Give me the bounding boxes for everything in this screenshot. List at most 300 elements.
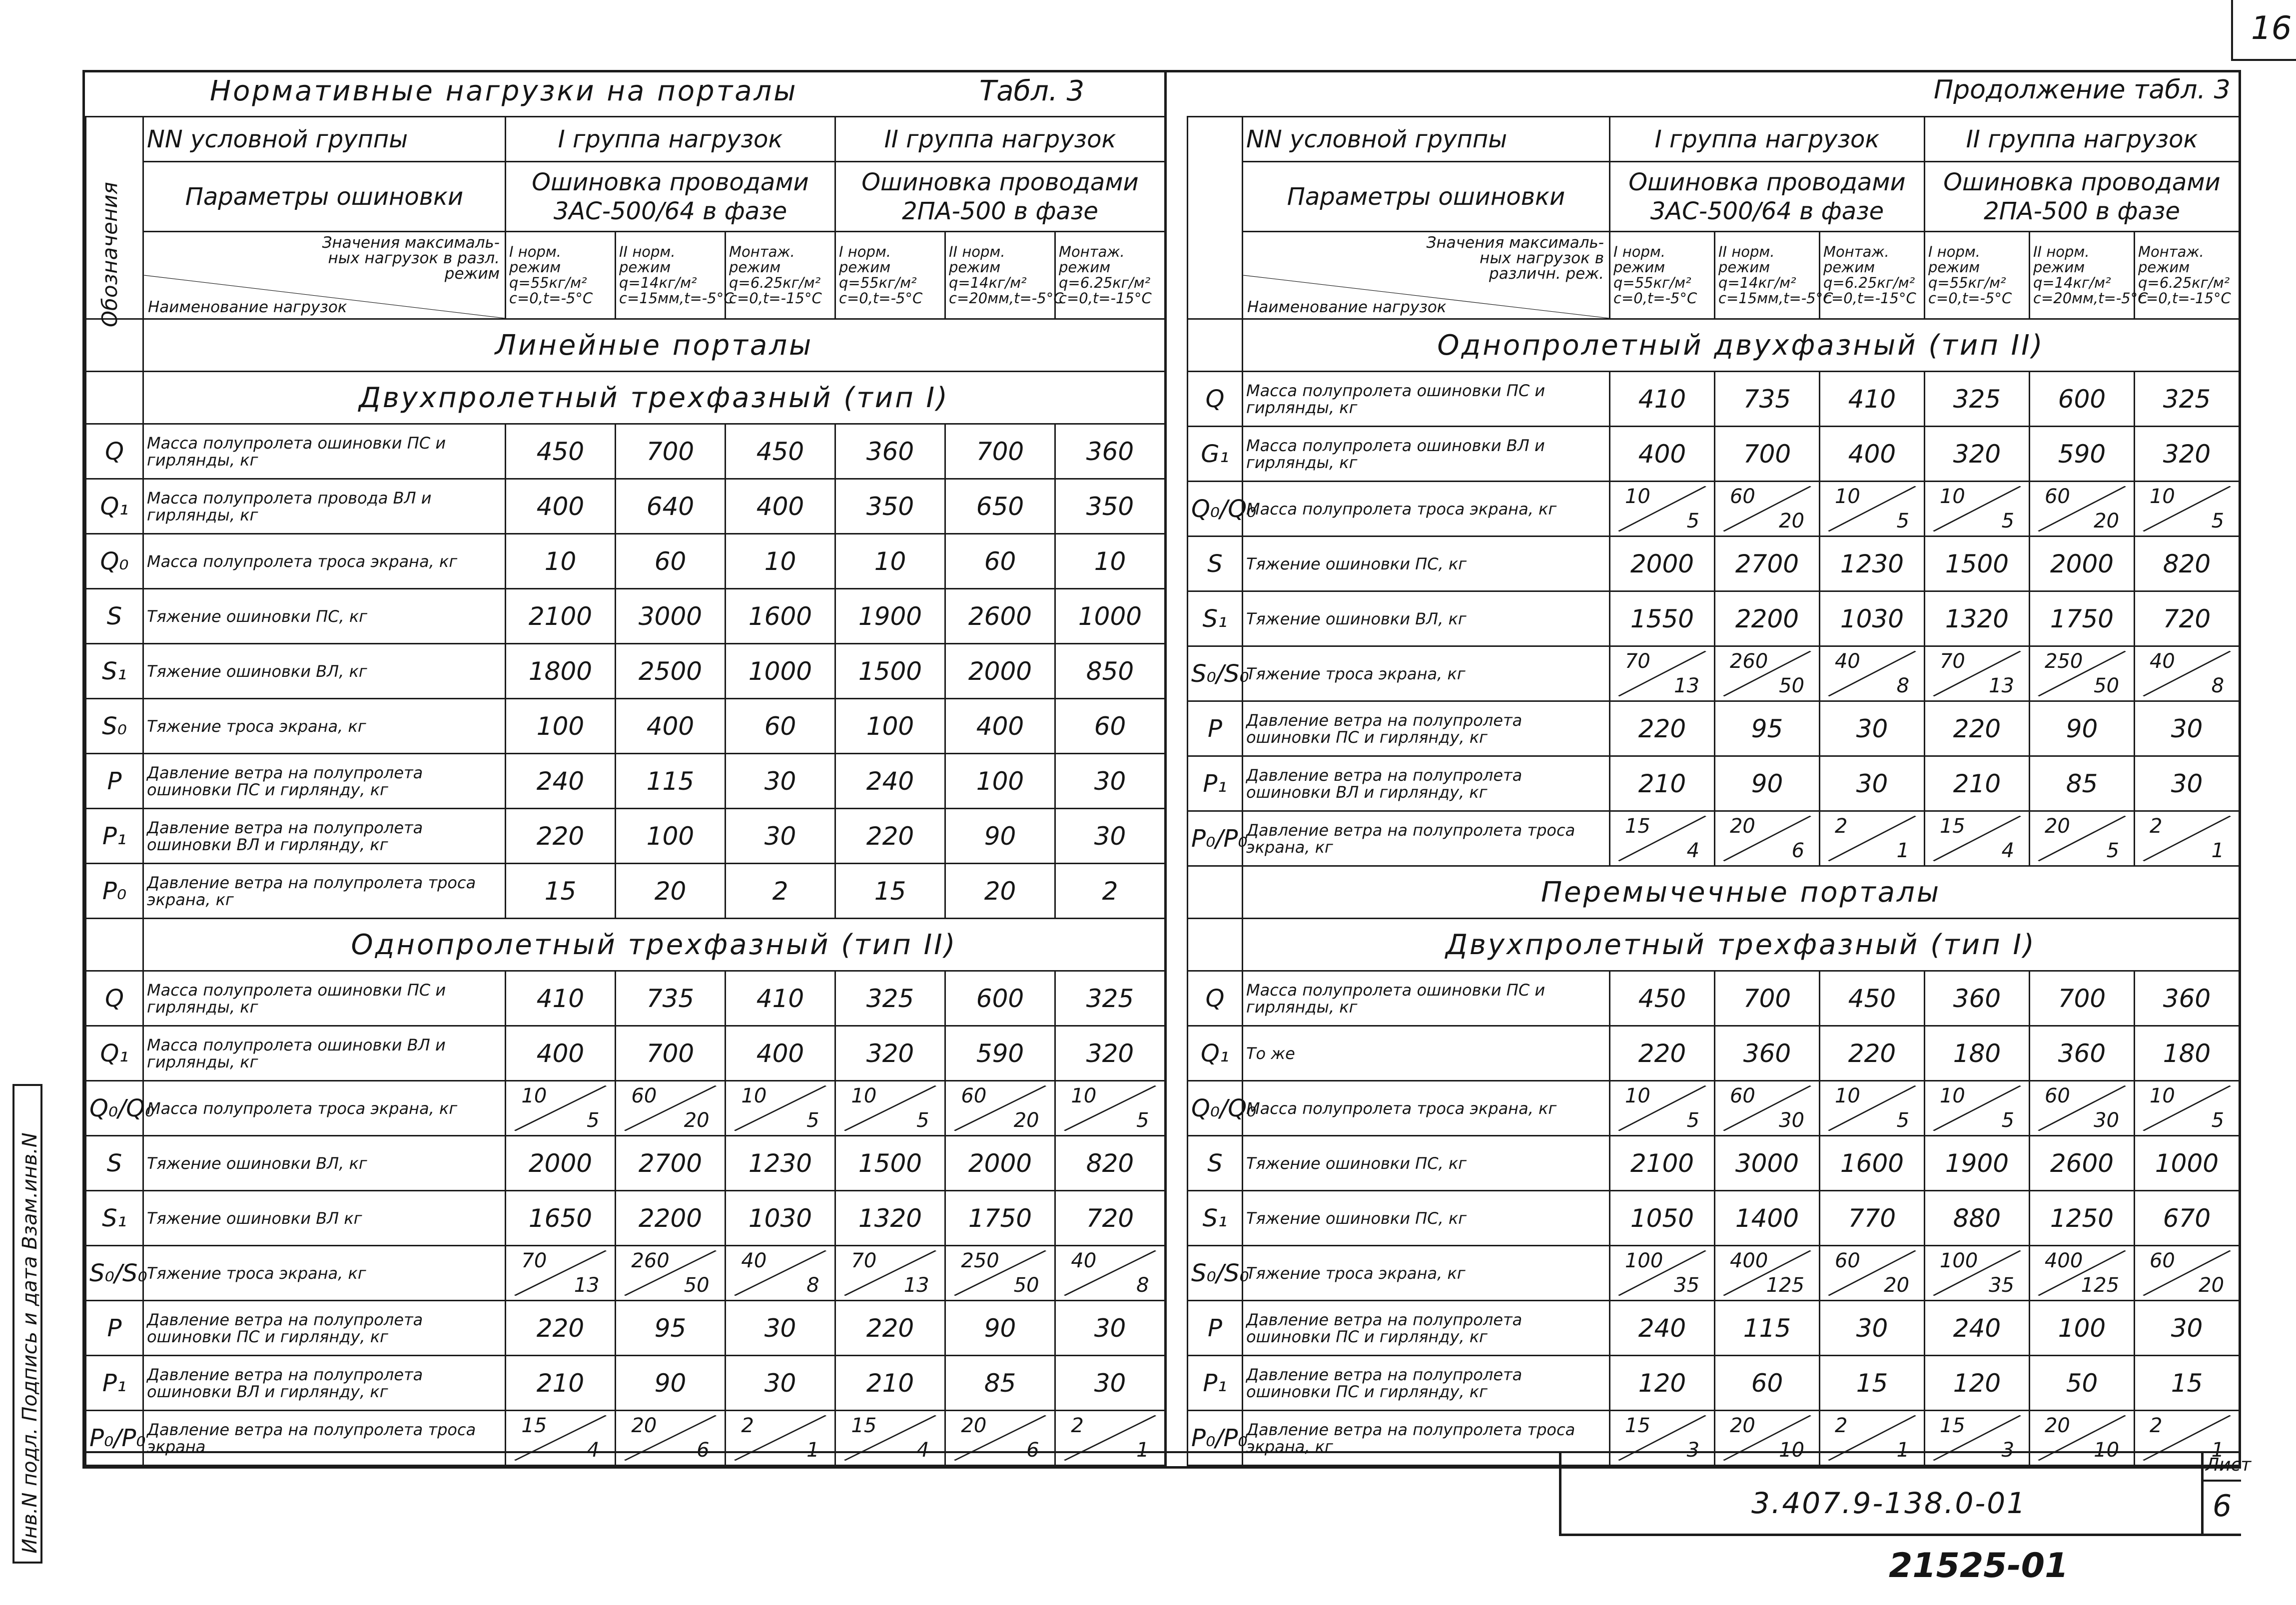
row-value-fraction (506, 1081, 616, 1136)
row-value: 1320 (835, 1191, 945, 1246)
row-value: 85 (945, 1356, 1055, 1411)
fraction-denominator: 6 (1791, 839, 1805, 862)
row-label: Масса полупролета троса экрана, кг (1243, 1081, 1610, 1136)
row-value-fraction (1925, 482, 2030, 536)
fraction-numerator: 10 (1939, 1084, 1965, 1108)
fraction-denominator: 20 (684, 1108, 710, 1132)
fraction-numerator: 60 (1729, 485, 1755, 509)
mode-header: Монтаж. режим q=6.25кг/м² с=0,t=-15°С (2135, 232, 2240, 319)
row-designation: P₁ (86, 1356, 143, 1411)
group1-label: I группа нагрузок (506, 117, 835, 162)
row-value-fraction (1055, 1246, 1165, 1301)
fraction-numerator: 60 (961, 1084, 987, 1108)
fraction-numerator: 2 (2149, 1414, 2163, 1438)
row-label: Масса полупролета троса экрана, кг (143, 534, 506, 589)
fraction-denominator: 5 (2001, 1108, 2015, 1132)
row-value: 30 (726, 754, 835, 809)
row-value: 325 (1925, 372, 2030, 427)
row-value: 100 (616, 809, 726, 864)
row-value: 115 (616, 754, 726, 809)
row-value: 220 (1925, 701, 2030, 756)
fraction-denominator: 50 (1013, 1273, 1039, 1297)
row-value: 180 (2135, 1026, 2240, 1081)
row-label: Масса полупролета ошиновки ВЛ и гирлянды, кг (143, 1026, 506, 1081)
row-value: 115 (1715, 1301, 1820, 1356)
row-designation: S₁ (86, 644, 143, 699)
row-value: 3000 (1715, 1136, 1820, 1191)
mode-header: II норм. режим q=14кг/м² с=20мм,t=-5°С (2030, 232, 2135, 319)
page-corner-number: 16 (2251, 10, 2292, 47)
row-value-fraction (1925, 646, 2030, 701)
row-value-fraction (1610, 482, 1715, 536)
row-designation: S (86, 589, 143, 644)
row-value: 210 (1925, 756, 2030, 811)
row-value: 1500 (1925, 536, 2030, 591)
row-value: 650 (945, 479, 1055, 534)
fraction-numerator: 2 (1834, 1414, 1848, 1438)
row-value: 30 (1055, 809, 1165, 864)
fraction-numerator: 400 (1729, 1249, 1768, 1273)
group1-label: I группа нагрузок (1610, 117, 1925, 162)
row-value-fraction (2030, 1246, 2135, 1301)
corner-underline (2231, 59, 2296, 61)
left-load-table (85, 116, 1166, 1466)
fraction-denominator: 5 (2001, 509, 2015, 533)
row-value-fraction (726, 1246, 835, 1301)
diag-header-cell (1243, 232, 1610, 319)
table-row (1188, 1191, 2240, 1246)
row-value-fraction (506, 1246, 616, 1301)
row-label: Давление ветра на полупролета ошиновки ПС и гирлянду, кг (1243, 701, 1610, 756)
fraction-numerator: 60 (1834, 1249, 1860, 1273)
row-value: 30 (1820, 1301, 1925, 1356)
fraction-numerator: 260 (631, 1249, 670, 1273)
row-value-fraction (2135, 811, 2240, 866)
mode-header: Монтаж. режим q=6.25кг/м² с=0,t=-15°С (1055, 232, 1165, 319)
stamp-bottom-rule (1559, 1534, 2241, 1536)
row-value: 30 (1820, 756, 1925, 811)
fraction-numerator: 15 (1624, 1414, 1650, 1438)
fraction-denominator: 5 (2106, 839, 2120, 862)
designation-label: Обозначения (97, 182, 122, 327)
row-value: 850 (1055, 644, 1165, 699)
row-label: То же (1243, 1026, 1610, 1081)
fraction-denominator: 1 (1896, 1438, 1910, 1462)
row-value: 95 (1715, 701, 1820, 756)
fraction-denominator: 10 (1779, 1438, 1805, 1462)
row-value-fraction (1715, 1411, 1820, 1466)
row-label: Масса полупролета троса экрана, кг (143, 1081, 506, 1136)
fraction-denominator: 5 (1896, 1108, 1910, 1132)
row-value: 350 (1055, 479, 1165, 534)
row-value: 2000 (945, 644, 1055, 699)
archive-code: 21525-01 (1889, 1546, 2069, 1586)
row-value-fraction (2135, 646, 2240, 701)
row-value: 350 (835, 479, 945, 534)
row-value: 700 (616, 1026, 726, 1081)
row-value: 180 (1925, 1026, 2030, 1081)
row-value: 770 (1820, 1191, 1925, 1246)
row-value: 1600 (726, 589, 835, 644)
row-value: 1500 (835, 644, 945, 699)
row-value: 30 (1055, 754, 1165, 809)
row-value-fraction (1925, 1246, 2030, 1301)
row-value: 320 (835, 1026, 945, 1081)
row-value: 1500 (835, 1136, 945, 1191)
bus2-label: Ошиновка проводами 2ПА-500 в фазе (835, 162, 1165, 232)
row-value: 1550 (1610, 591, 1715, 646)
row-value: 30 (1820, 701, 1925, 756)
row-designation: Q₁ (86, 479, 143, 534)
row-label: Давление ветра на полупролета ошиновки ПС и гирлянду, кг (143, 754, 506, 809)
row-value: 220 (506, 809, 616, 864)
fraction-denominator: 1 (1136, 1438, 1149, 1462)
fraction-denominator: 20 (2094, 509, 2120, 533)
row-label: Тяжение ошиновки ПС, кг (1243, 1136, 1610, 1191)
row-value-fraction (2135, 482, 2240, 536)
row-value: 90 (945, 1301, 1055, 1356)
table-row (1188, 372, 2240, 427)
fraction-denominator: 13 (1989, 674, 2015, 697)
row-designation: S₁ (1188, 591, 1243, 646)
fraction-denominator: 5 (2211, 509, 2225, 533)
section-title-c: Однопролетный двухфазный (тип II) (1243, 319, 2240, 372)
table-row (86, 754, 1165, 809)
row-value: 2200 (616, 1191, 726, 1246)
row-value: 450 (1610, 971, 1715, 1026)
row-value: 360 (1925, 971, 2030, 1026)
row-value: 1900 (835, 589, 945, 644)
section-title-a: Двухпролетный трехфазный (тип I) (143, 372, 1165, 424)
row-value: 15 (835, 864, 945, 919)
row-value: 1600 (1820, 1136, 1925, 1191)
fraction-numerator: 400 (2044, 1249, 2083, 1273)
fraction-denominator: 20 (1013, 1108, 1039, 1132)
table-row (1188, 971, 2240, 1026)
row-designation: P (1188, 1301, 1243, 1356)
table-row (86, 534, 1165, 589)
row-value-fraction (945, 1081, 1055, 1136)
row-value: 90 (616, 1356, 726, 1411)
fraction-numerator: 100 (1624, 1249, 1663, 1273)
row-value-fraction (1610, 1411, 1715, 1466)
row-value: 210 (835, 1356, 945, 1411)
row-label: Масса полупролета ошиновки ПС и гирлянды, кг (1243, 971, 1610, 1026)
row-value: 1900 (1925, 1136, 2030, 1191)
row-label: Тяжение ошиновки ВЛ кг (143, 1191, 506, 1246)
table-row (86, 1411, 1165, 1466)
bus1-label: Ошиновка проводами 3АС-500/64 в фазе (506, 162, 835, 232)
designation-header (86, 117, 143, 327)
table-row (1188, 1411, 2240, 1466)
row-value: 20 (616, 864, 726, 919)
row-value-fraction (2030, 646, 2135, 701)
table-row (1188, 1246, 2240, 1301)
row-value: 410 (1610, 372, 1715, 427)
row-value-fraction (1715, 1081, 1820, 1136)
row-value: 1000 (1055, 589, 1165, 644)
fraction-numerator: 70 (1624, 650, 1650, 673)
fraction-numerator: 60 (2044, 485, 2070, 509)
row-value: 90 (945, 809, 1055, 864)
row-value: 30 (726, 1356, 835, 1411)
fraction-denominator: 5 (2211, 1108, 2225, 1132)
row-value: 400 (1610, 427, 1715, 482)
row-designation: P₀ (86, 864, 143, 919)
left-table-number: Табл. 3 (979, 75, 1085, 107)
fraction-numerator: 60 (1729, 1084, 1755, 1108)
row-label: Масса полупролета ошиновки ПС и гирлянды, кг (143, 971, 506, 1026)
fraction-numerator: 10 (2149, 485, 2175, 509)
row-value: 85 (2030, 756, 2135, 811)
table-row (1188, 427, 2240, 482)
table-row (86, 1136, 1165, 1191)
fraction-denominator: 8 (1136, 1273, 1149, 1297)
row-value: 60 (1715, 1356, 1820, 1411)
fraction-denominator: 5 (806, 1108, 819, 1132)
row-value: 325 (2135, 372, 2240, 427)
sheet-label-rule (2201, 1480, 2241, 1482)
row-value: 2000 (2030, 536, 2135, 591)
row-value-fraction (835, 1411, 945, 1466)
row-label: Тяжение ошиновки ПС, кг (1243, 536, 1610, 591)
row-value: 2000 (1610, 536, 1715, 591)
row-designation: P (86, 754, 143, 809)
row-value: 15 (506, 864, 616, 919)
stamp-divider (1559, 1451, 1561, 1536)
row-label: Масса полупролета ошиновки ПС и гирлянды, кг (143, 424, 506, 479)
row-value: 2700 (616, 1136, 726, 1191)
fraction-numerator: 10 (1624, 1084, 1650, 1108)
row-value: 60 (616, 534, 726, 589)
row-value-fraction (726, 1411, 835, 1466)
fraction-numerator: 10 (741, 1084, 767, 1108)
row-value: 700 (616, 424, 726, 479)
row-designation: P₁ (1188, 756, 1243, 811)
row-designation: Q₁ (1188, 1026, 1243, 1081)
fraction-numerator: 20 (1729, 1414, 1755, 1438)
group2-label: II группа нагрузок (1925, 117, 2240, 162)
table-row (86, 1356, 1165, 1411)
diag-header-top: Значения максималь- ных нагрузок в различн. реж. (1426, 234, 1604, 283)
fraction-numerator: 15 (521, 1414, 547, 1438)
row-value: 400 (726, 1026, 835, 1081)
fraction-denominator: 4 (2001, 839, 2015, 862)
fraction-numerator: 20 (2044, 1414, 2070, 1438)
row-value: 360 (2135, 971, 2240, 1026)
table-row (1188, 591, 2240, 646)
fraction-denominator: 30 (2094, 1108, 2120, 1132)
mode-header: II норм. режим q=14кг/м² с=15мм,t=-5°С (616, 232, 726, 319)
row-value-fraction (1820, 482, 1925, 536)
row-value-fraction (1610, 1081, 1715, 1136)
row-value-fraction (1715, 1246, 1820, 1301)
row-value: 2 (1055, 864, 1165, 919)
row-label: Тяжение троса экрана, кг (143, 699, 506, 754)
row-value: 210 (506, 1356, 616, 1411)
row-value-fraction (835, 1246, 945, 1301)
row-value: 720 (2135, 591, 2240, 646)
bus2-label: Ошиновка проводами 2ПА-500 в фазе (1925, 162, 2240, 232)
row-value: 700 (1715, 971, 1820, 1026)
fraction-denominator: 5 (587, 1108, 600, 1132)
row-designation: S (1188, 536, 1243, 591)
row-designation: G₁ (1188, 427, 1243, 482)
fraction-numerator: 15 (1939, 1414, 1965, 1438)
row-value: 120 (1610, 1356, 1715, 1411)
table-row (86, 479, 1165, 534)
row-value: 30 (2135, 1301, 2240, 1356)
row-value: 1000 (726, 644, 835, 699)
row-value: 450 (506, 424, 616, 479)
row-value-fraction (945, 1411, 1055, 1466)
row-value: 2000 (945, 1136, 1055, 1191)
row-value: 640 (616, 479, 726, 534)
row-value: 735 (616, 971, 726, 1026)
row-value: 700 (945, 424, 1055, 479)
group-number-label: NN условной группы (143, 117, 506, 162)
table-row (1188, 1136, 2240, 1191)
table-row (86, 971, 1165, 1026)
row-value: 360 (2030, 1026, 2135, 1081)
row-value: 590 (2030, 427, 2135, 482)
mode-header: I норм. режим q=55кг/м² с=0,t=-5°С (1610, 232, 1715, 319)
row-label: Масса полупролета провода ВЛ и гирлянды, кг (143, 479, 506, 534)
section-spacer (1188, 319, 1243, 372)
row-value: 360 (835, 424, 945, 479)
table-row (1188, 1081, 2240, 1136)
row-value: 320 (1055, 1026, 1165, 1081)
fraction-numerator: 2 (2149, 815, 2163, 838)
fraction-denominator: 6 (1026, 1438, 1039, 1462)
table-row (86, 589, 1165, 644)
row-value-fraction (1055, 1081, 1165, 1136)
row-value-fraction (1820, 811, 1925, 866)
table-row (1188, 1026, 2240, 1081)
table-row (1188, 1301, 2240, 1356)
mode-header: Монтаж. режим q=6.25кг/м² с=0,t=-15°С (726, 232, 835, 319)
row-designation: P₁ (1188, 1356, 1243, 1411)
fraction-numerator: 70 (851, 1249, 877, 1273)
row-value: 15 (1820, 1356, 1925, 1411)
document-code: 3.407.9-138.0-01 (1751, 1486, 2027, 1520)
fraction-numerator: 10 (521, 1084, 547, 1108)
row-label: Давление ветра на полупролета ошиновки ПС и гирлянду, кг (1243, 1356, 1610, 1411)
row-value: 880 (1925, 1191, 2030, 1246)
fraction-denominator: 20 (1884, 1273, 1910, 1297)
row-label: Тяжение троса экрана, кг (1243, 1246, 1610, 1301)
fraction-denominator: 50 (684, 1273, 710, 1297)
row-value: 1000 (2135, 1136, 2240, 1191)
row-value-fraction (2030, 811, 2135, 866)
table-row (1188, 536, 2240, 591)
row-designation: Q₀/Q₀ (1188, 482, 1243, 536)
fraction-numerator: 20 (961, 1414, 987, 1438)
designation-header-right (1188, 117, 1243, 319)
row-designation: P (86, 1301, 143, 1356)
table-row (1188, 1356, 2240, 1411)
row-designation: P₀/P₀ (86, 1411, 143, 1466)
row-designation: S₀/S₀ (1188, 646, 1243, 701)
row-value: 360 (1715, 1026, 1820, 1081)
table-row (86, 424, 1165, 479)
row-designation: S (1188, 1136, 1243, 1191)
row-value-fraction (2030, 1081, 2135, 1136)
row-label: Давление ветра на полупролета ошиновки ПС и гирлянду, кг (1243, 1301, 1610, 1356)
row-designation: S₀/S₀ (86, 1246, 143, 1301)
fraction-denominator: 8 (1896, 674, 1910, 697)
fraction-denominator: 1 (1896, 839, 1910, 862)
table-row (86, 1026, 1165, 1081)
fraction-denominator: 4 (1686, 839, 1700, 862)
row-value: 2100 (1610, 1136, 1715, 1191)
row-value: 30 (2135, 756, 2240, 811)
row-value-fraction (1820, 1246, 1925, 1301)
mode-header: I норм. режим q=55кг/м² с=0,t=-5°С (506, 232, 616, 319)
fraction-numerator: 250 (961, 1249, 999, 1273)
left-table-title: Нормативные нагрузки на порталы (210, 75, 798, 107)
mode-header: II норм. режим q=14кг/м² с=20мм,t=-5°С (945, 232, 1055, 319)
row-value: 220 (1610, 1026, 1715, 1081)
fraction-denominator: 3 (2001, 1438, 2015, 1462)
row-value-fraction (506, 1411, 616, 1466)
row-value: 400 (506, 479, 616, 534)
fraction-numerator: 60 (631, 1084, 657, 1108)
table-row (86, 644, 1165, 699)
mode-header: II норм. режим q=14кг/м² с=15мм,t=-5°С (1715, 232, 1820, 319)
row-value: 100 (506, 699, 616, 754)
row-designation: P₁ (86, 809, 143, 864)
table-row (86, 1191, 1165, 1246)
fraction-denominator: 8 (806, 1273, 819, 1297)
fraction-numerator: 70 (1939, 650, 1965, 673)
fraction-denominator: 5 (1136, 1108, 1149, 1132)
diag-header-cell (143, 232, 506, 319)
row-designation: Q₁ (86, 1026, 143, 1081)
fraction-denominator: 50 (1779, 674, 1805, 697)
row-value: 410 (1820, 372, 1925, 427)
row-value: 325 (1055, 971, 1165, 1026)
row-value-fraction (1820, 1411, 1925, 1466)
row-value: 30 (726, 809, 835, 864)
fraction-denominator: 8 (2211, 674, 2225, 697)
row-value: 20 (945, 864, 1055, 919)
row-label: Тяжение троса экрана, кг (143, 1246, 506, 1301)
row-label: Давление ветра на полупролета троса экрана, кг (143, 864, 506, 919)
row-value: 240 (506, 754, 616, 809)
row-label: Давление ветра на полупролета ошиновки ВЛ и гирлянду, кг (1243, 756, 1610, 811)
row-value: 1230 (726, 1136, 835, 1191)
fraction-denominator: 13 (1674, 674, 1700, 697)
fraction-numerator: 15 (1624, 815, 1650, 838)
fraction-numerator: 60 (2149, 1249, 2175, 1273)
fraction-denominator: 3 (1686, 1438, 1700, 1462)
row-value: 700 (1715, 427, 1820, 482)
row-value: 2600 (2030, 1136, 2135, 1191)
diag-header-top: Значения максималь- ных нагрузок в разл. режим (322, 234, 500, 283)
side-stamp (12, 1084, 42, 1564)
fraction-numerator: 70 (521, 1249, 547, 1273)
row-value: 400 (1820, 427, 1925, 482)
fraction-numerator: 10 (1834, 1084, 1860, 1108)
row-value: 720 (1055, 1191, 1165, 1246)
row-value: 400 (506, 1026, 616, 1081)
section-title-main2: Перемычечные порталы (1243, 866, 2240, 919)
row-value: 400 (945, 699, 1055, 754)
row-value: 60 (726, 699, 835, 754)
fraction-numerator: 10 (1834, 485, 1860, 509)
fraction-denominator: 1 (2211, 839, 2225, 862)
